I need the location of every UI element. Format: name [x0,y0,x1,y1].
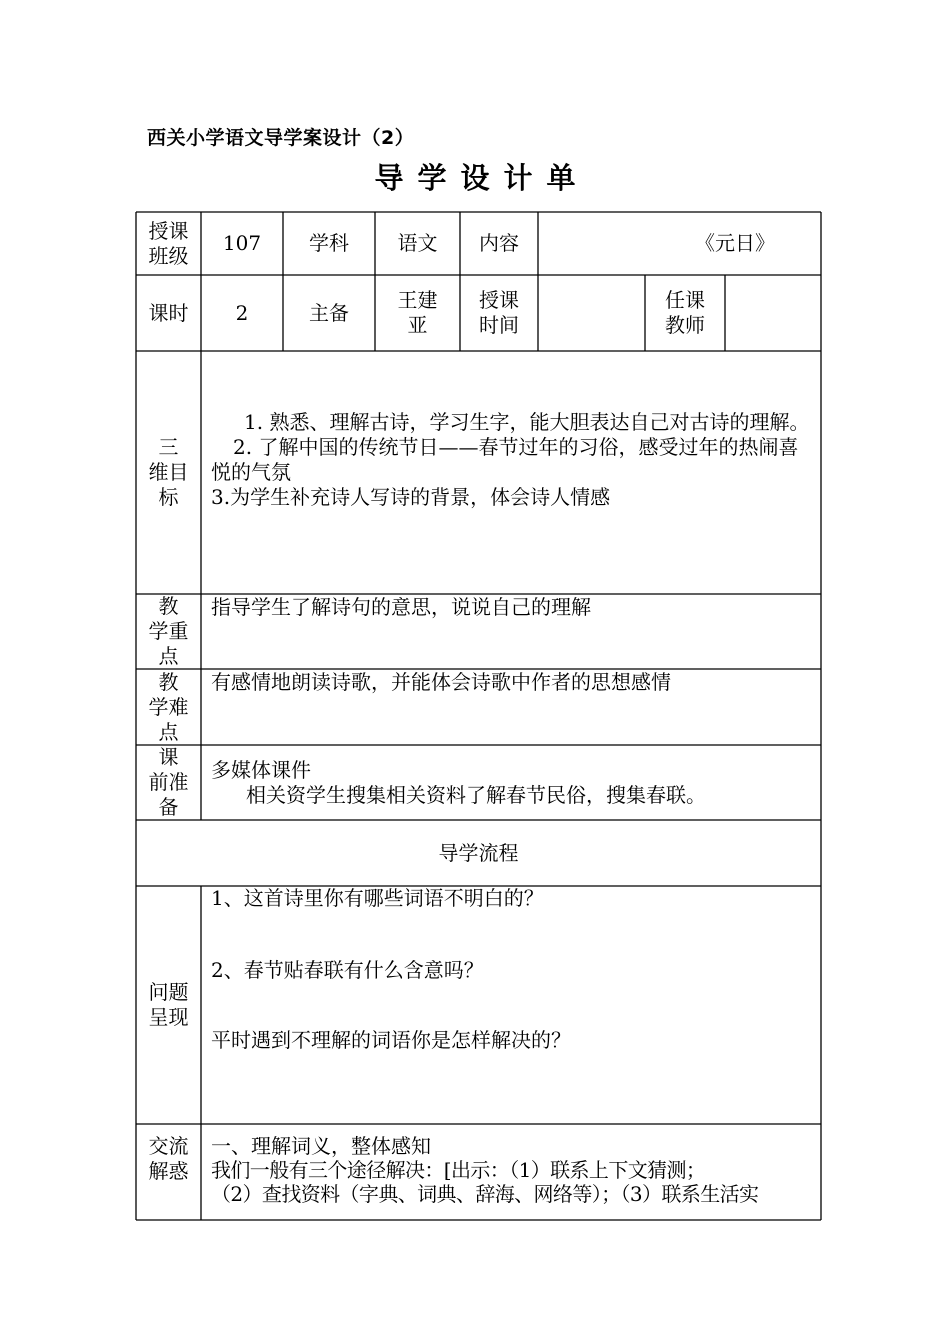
preparation-label-line: 前准 [148,770,189,794]
key-points-text: 指导学生了解诗句的意思，说说自己的理解 [211,595,591,619]
document-subtitle: 西关小学语文导学案设计（2） [147,127,415,149]
teacher-value[interactable] [725,275,821,351]
objectives-label-cell [136,351,201,594]
key-points-label-line: 学重 [148,619,189,643]
flow-heading: 导学流程 [438,840,519,865]
key-points-label-line: 点 [158,644,179,668]
time-label-line: 授课 [479,288,519,312]
objectives-label-line: 标 [158,485,179,509]
content-label: 内容 [479,231,519,255]
period-label: 课时 [148,300,189,325]
class-label-line: 授课 [148,218,189,243]
difficulties-label-line: 学难 [148,694,189,719]
exchange-label-line: 解惑 [148,1159,189,1183]
exchange-item: 一、理解词义，整体感知 [211,1134,431,1158]
objectives-label-line: 三 [158,435,179,459]
prep-value-line: 王建 [397,288,438,312]
prep-label: 主备 [309,300,349,325]
document-title: 导学设计单 [374,161,590,195]
preparation-content [211,758,811,808]
class-label-line: 班级 [148,243,189,268]
class-label-cell [136,212,201,275]
exchange-content [211,1134,816,1206]
question-item: 2、春节贴春联有什么含意吗？ [211,958,484,982]
subject-label: 学科 [309,231,349,255]
time-value[interactable] [538,275,645,351]
teacher-label-line: 任课 [665,288,705,312]
key-points-label-line: 教 [158,594,179,618]
prep-value-line: 亚 [407,313,428,337]
objective-item: 1. 熟悉、理解古诗，学习生字，能大胆表达自己对古诗的理解。 [244,410,810,434]
preparation-item: 多媒体课件 [211,758,311,782]
key-points-label-cell [136,594,201,669]
exchange-item: 我们一般有三个途径解决：[出示：（1）联系上下文猜测； [211,1158,706,1182]
questions-label-line: 问题 [148,980,189,1004]
question-item: 1、这首诗里你有哪些词语不明白的？ [211,886,544,910]
objectives-content [211,410,811,510]
preparation-item: 相关资学生搜集相关资料了解春节民俗，搜集春联。 [246,783,706,807]
period-value: 2 [235,300,249,325]
teacher-label-line: 教师 [665,313,705,337]
difficulties-label-line: 点 [158,719,179,744]
content-value: 《元日》 [695,231,775,255]
question-item: 平时遇到不理解的词语你是怎样解决的？ [211,1028,571,1052]
difficulties-label-line: 教 [158,669,179,694]
exchange-label-line: 交流 [148,1134,189,1158]
exchange-label-cell [136,1124,201,1194]
questions-label-cell [136,886,201,1124]
subject-value: 语文 [397,231,438,255]
difficulties-label-cell [136,669,201,745]
objective-item: 2. 了解中国的传统节日——春节过年的习俗，感受过年的热闹喜悦的气氛 [211,435,799,484]
preparation-label-line: 备 [158,795,179,819]
preparation-label-line: 课 [158,745,179,769]
class-value: 107 [222,231,262,255]
time-label-line: 时间 [479,313,519,337]
exchange-item: （2）查找资料（字典、词典、辞海、网络等）；（3）联系生活实 [211,1182,759,1206]
teacher-label-cell [645,275,725,351]
prep-value-cell [375,275,460,351]
preparation-label-cell [136,745,201,820]
questions-label-line: 呈现 [148,1005,189,1029]
time-label-cell [460,275,538,351]
difficulties-text: 有感情地朗读诗歌，并能体会诗歌中作者的思想感情 [211,670,671,694]
objectives-label-line: 维目 [148,460,189,484]
objective-item: 3.为学生补充诗人写诗的背景，体会诗人情感 [211,485,611,509]
